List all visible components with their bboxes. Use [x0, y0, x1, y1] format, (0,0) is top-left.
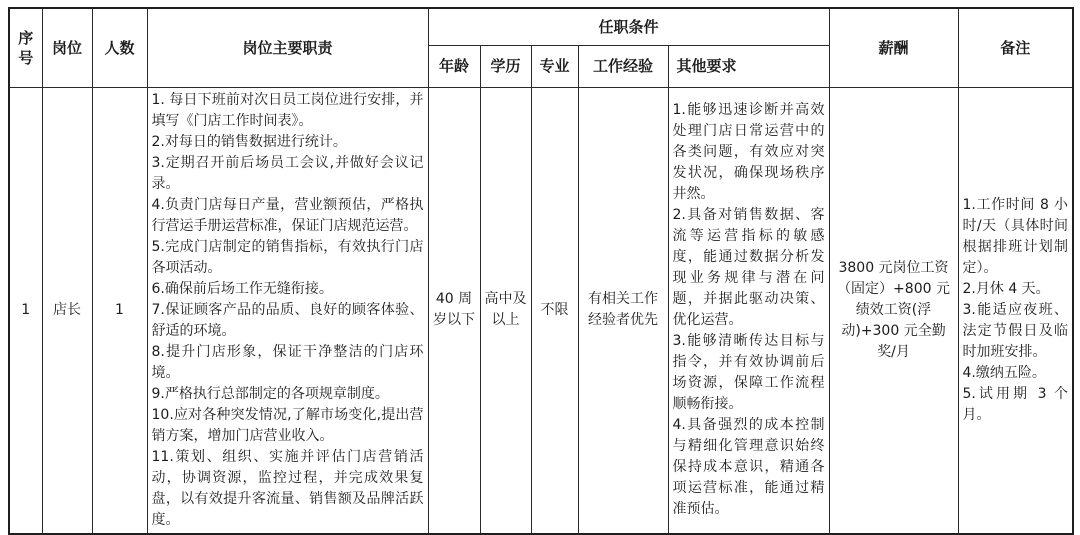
text-line: 5.完成门店制定的销售指标，有效执行门店各项活动。	[151, 238, 424, 276]
cell-seq: 1	[9, 87, 42, 534]
header-major: 专业	[531, 45, 578, 87]
text-line: 3.能适应夜班、法定节假日及临时加班安排。	[962, 301, 1069, 360]
text-line: 2.具备对销售数据、客流等运营指标的敏感度，能通过数据分析发现业务规律与潜在问题，并据此驱动决策、优化运营。	[672, 207, 825, 328]
header-other-requirements: 其他要求	[668, 45, 829, 87]
header-age: 年龄	[428, 45, 480, 87]
text-line: 1.工作时间 8 小时/天（具体时间根据排班计划制定）。	[962, 196, 1069, 276]
text-line: 6.确保前后场工作无缝衔接。	[151, 280, 333, 297]
text-line: 10.应对各种突发情况,了解市场变化,提出营销方案，增加门店营业收入。	[151, 406, 424, 444]
header-position: 岗位	[42, 8, 92, 87]
cell-position: 店长	[42, 87, 92, 534]
text-line: 8.提升门店形象，保证干净整洁的门店环境。	[151, 343, 424, 381]
text-line: 5.试用期 3 个月。	[962, 385, 1069, 423]
text-line: 4.负责门店每日产量，营业额预估，严格执行营运手册运营标准，保证门店规范运营。	[151, 196, 424, 234]
text-line: 2.月休 4 天。	[962, 280, 1050, 297]
text-line: 4.缴纳五险。	[962, 364, 1046, 381]
cell-age: 40 周岁以下	[428, 87, 480, 534]
header-remarks: 备注	[958, 8, 1073, 87]
recruitment-table	[8, 7, 1074, 535]
header-education: 学历	[480, 45, 531, 87]
cell-duties	[147, 87, 428, 534]
text-line: 9.严格执行总部制定的各项规章制度。	[151, 385, 389, 402]
header-qualifications-group: 任职条件	[428, 8, 829, 45]
text-line: 1. 每日下班前对次日员工岗位进行安排，并填写《门店工作时间表》。	[151, 91, 424, 129]
text-line: 7.保证顾客产品的品质、良好的顾客体验、舒适的环境。	[151, 301, 424, 339]
cell-headcount: 1	[92, 87, 147, 534]
cell-experience: 有相关工作经验者优先	[578, 87, 668, 534]
header-headcount: 人数	[92, 8, 147, 87]
table-row	[9, 87, 1073, 534]
header-experience: 工作经验	[578, 45, 668, 87]
text-line: 3.定期召开前后场员工会议,并做好会议记录。	[151, 154, 424, 192]
text-line: 4.具备强烈的成本控制与精细化管理意识始终保持成本意识，精通各项运营标准，能通过精准预估。	[672, 417, 825, 517]
header-salary: 薪酬	[829, 8, 958, 87]
cell-major: 不限	[531, 87, 578, 534]
cell-education: 高中及以上	[480, 87, 531, 534]
text-line: 3.能够清晰传达目标与指令，并有效协调前后场资源，保障工作流程顺畅衔接。	[672, 333, 825, 412]
text-line: 11.策划、组织、实施并评估门店营销活动，协调资源，监控过程，并完成效果复盘，以有效提升客流量、销售额及品牌活跃度。	[151, 448, 424, 528]
cell-other-requirements	[668, 87, 829, 534]
text-line: 1.能够迅速诊断并高效处理门店日常运营中的各类问题，有效应对突发状况，确保现场秩序井然。	[672, 102, 825, 202]
cell-salary: 3800 元岗位工资（固定）+800 元绩效工资(浮动)+300 元全勤奖/月	[829, 87, 958, 534]
header-seq: 序号	[9, 8, 42, 87]
cell-remarks	[958, 87, 1073, 534]
header-duties: 岗位主要职责	[147, 8, 428, 87]
text-line: 2.对每日的销售数据进行统计。	[151, 133, 347, 150]
